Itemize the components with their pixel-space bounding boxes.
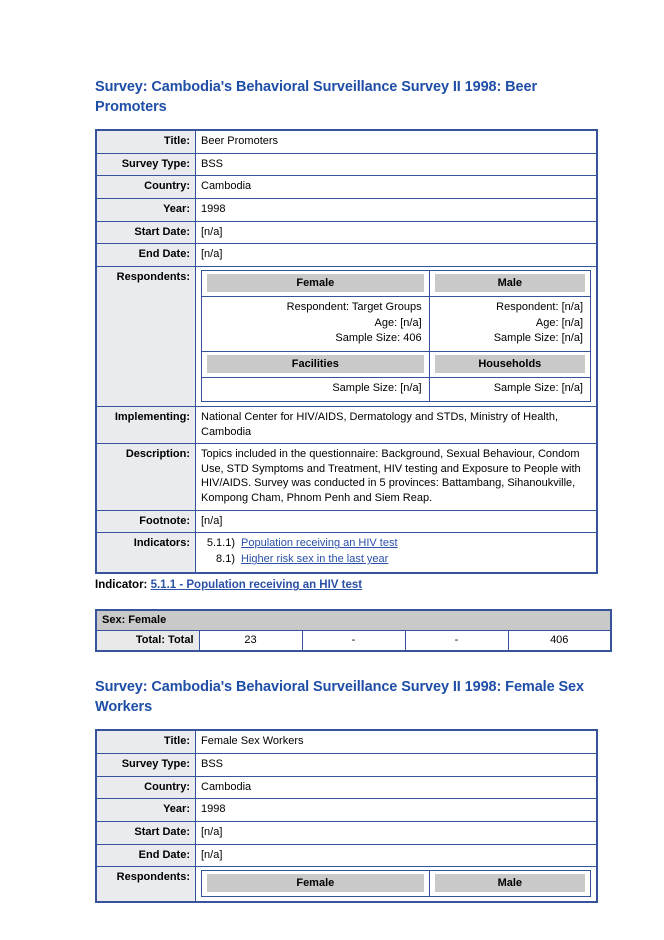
respondents-grid	[201, 270, 591, 402]
table-row	[96, 406, 597, 443]
indicator-number-2: 8.1)	[216, 553, 235, 566]
value-implementing: National Center for HIV/AIDS, Dermatology and STDs, Ministry of Health, Cambodia	[196, 406, 598, 443]
respondents-female-header-cell	[202, 270, 430, 296]
value-title: Beer Promoters	[196, 130, 598, 153]
female-age: Age: [n/a]	[374, 316, 422, 329]
label-country: Country:	[96, 176, 196, 199]
label-country-2: Country:	[96, 776, 196, 799]
label-start-date: Start Date:	[96, 221, 196, 244]
label-year: Year:	[96, 199, 196, 222]
value-indicators	[196, 533, 598, 573]
data-cell-3: -	[405, 631, 508, 652]
table-row	[96, 244, 597, 267]
data-group-row	[96, 610, 611, 631]
indicator-data-table	[95, 609, 612, 652]
table-row	[96, 510, 597, 533]
value-end-date-2: [n/a]	[196, 844, 598, 867]
facilities-sample-size: Sample Size: [n/a]	[332, 382, 422, 395]
data-cell-1: 23	[199, 631, 302, 652]
value-end-date: [n/a]	[196, 244, 598, 267]
respondents-households-header-cell	[429, 352, 590, 378]
respondents-facilities-header: Facilities	[207, 355, 424, 373]
respondents-households-details	[429, 378, 590, 402]
respondents-male-header-cell-2	[429, 871, 590, 897]
indicator-caption-label: Indicator:	[95, 579, 148, 592]
table-row-respondents-2	[96, 867, 597, 903]
label-footnote: Footnote:	[96, 510, 196, 533]
respondents-header-row-2	[202, 871, 591, 897]
respondents-male-header-2: Male	[435, 874, 585, 892]
survey-heading-beer-promoters: Survey: Cambodia's Behavioral Surveillance Survey II 1998: Beer Promoters	[95, 79, 538, 115]
indicator-link-2[interactable]: Higher risk sex in the last year	[241, 553, 389, 566]
label-title-2: Title:	[96, 730, 196, 753]
value-footnote: [n/a]	[196, 510, 598, 533]
document-content	[95, 78, 613, 903]
table-row	[96, 221, 597, 244]
label-year-2: Year:	[96, 799, 196, 822]
survey-info-table-female-sex-workers	[95, 729, 598, 903]
table-row-indicators	[96, 533, 597, 573]
respondents-female-header-cell-2	[202, 871, 430, 897]
respondents-facilities-details	[202, 378, 430, 402]
indicator-entry-2	[201, 552, 591, 568]
value-start-date-2: [n/a]	[196, 821, 598, 844]
respondents-facility-detail-row	[202, 378, 591, 402]
label-respondents: Respondents:	[96, 266, 196, 406]
respondents-header-row	[202, 270, 591, 296]
data-group-header: Sex: Female	[96, 610, 611, 631]
value-country: Cambodia	[196, 176, 598, 199]
female-respondent-type: Respondent: Target Groups	[286, 301, 422, 314]
data-cell-4: 406	[508, 631, 611, 652]
data-row-label: Total: Total	[96, 631, 199, 652]
indicator-link-1[interactable]: Population receiving an HIV test	[241, 537, 398, 550]
table-row	[96, 821, 597, 844]
table-row	[96, 444, 597, 511]
respondents-female-details	[202, 297, 430, 352]
table-row	[96, 199, 597, 222]
respondents-households-header: Households	[435, 355, 585, 373]
value-survey-type: BSS	[196, 153, 598, 176]
respondents-facility-header-row	[202, 352, 591, 378]
survey-heading-female-sex-workers: Survey: Cambodia's Behavioral Surveillance Survey II 1998: Female Sex Workers	[95, 679, 584, 715]
label-description: Description:	[96, 444, 196, 511]
households-sample-size: Sample Size: [n/a]	[493, 382, 583, 395]
male-age: Age: [n/a]	[535, 316, 583, 329]
label-end-date-2: End Date:	[96, 844, 196, 867]
female-sample-size: Sample Size: 406	[335, 332, 422, 345]
respondents-facilities-header-cell	[202, 352, 430, 378]
table-row	[96, 153, 597, 176]
respondents-male-header: Male	[435, 274, 585, 292]
respondents-female-header: Female	[207, 274, 424, 292]
value-country-2: Cambodia	[196, 776, 598, 799]
label-title: Title:	[96, 130, 196, 153]
table-row-respondents	[96, 266, 597, 406]
label-survey-type-2: Survey Type:	[96, 754, 196, 777]
table-row	[96, 730, 597, 753]
table-row	[96, 130, 597, 153]
indicator-caption-link[interactable]: 5.1.1 - Population receiving an HIV test	[150, 579, 363, 592]
value-title-2: Female Sex Workers	[196, 730, 598, 753]
respondents-female-header-2: Female	[207, 874, 424, 892]
label-survey-type: Survey Type:	[96, 153, 196, 176]
data-cell-2: -	[302, 631, 405, 652]
value-year-2: 1998	[196, 799, 598, 822]
value-respondents	[196, 266, 598, 406]
value-survey-type-2: BSS	[196, 754, 598, 777]
value-description: Topics included in the questionnaire: Background, Sexual Behaviour, Condom Use, STD Symptoms and Treatment, HIV testing and Exposure to People with HIV/AIDS. Survey was conducted in 5 provinces: Battambang, Sihanoukville, Kompong Cham, Phnom Penh and Siem Reap.	[196, 444, 598, 511]
value-start-date: [n/a]	[196, 221, 598, 244]
table-row	[96, 844, 597, 867]
table-row	[96, 631, 611, 652]
respondents-male-details	[429, 297, 590, 352]
respondents-detail-row	[202, 297, 591, 352]
respondents-grid-2	[201, 870, 591, 897]
label-respondents-2: Respondents:	[96, 867, 196, 903]
value-respondents-2	[196, 867, 598, 903]
indicator-number-1: 5.1.1)	[206, 537, 235, 550]
indicator-entry-1	[201, 536, 591, 552]
label-implementing: Implementing:	[96, 406, 196, 443]
label-start-date-2: Start Date:	[96, 821, 196, 844]
value-year: 1998	[196, 199, 598, 222]
table-row	[96, 799, 597, 822]
section-divider	[95, 652, 613, 678]
table-row	[96, 776, 597, 799]
survey-info-table-beer-promoters	[95, 129, 598, 574]
male-respondent-type: Respondent: [n/a]	[496, 301, 583, 314]
table-row	[96, 754, 597, 777]
table-row	[96, 176, 597, 199]
respondents-male-header-cell	[429, 270, 590, 296]
label-end-date: End Date:	[96, 244, 196, 267]
label-indicators: Indicators:	[96, 533, 196, 573]
indicator-caption	[95, 577, 613, 593]
male-sample-size: Sample Size: [n/a]	[493, 332, 583, 345]
